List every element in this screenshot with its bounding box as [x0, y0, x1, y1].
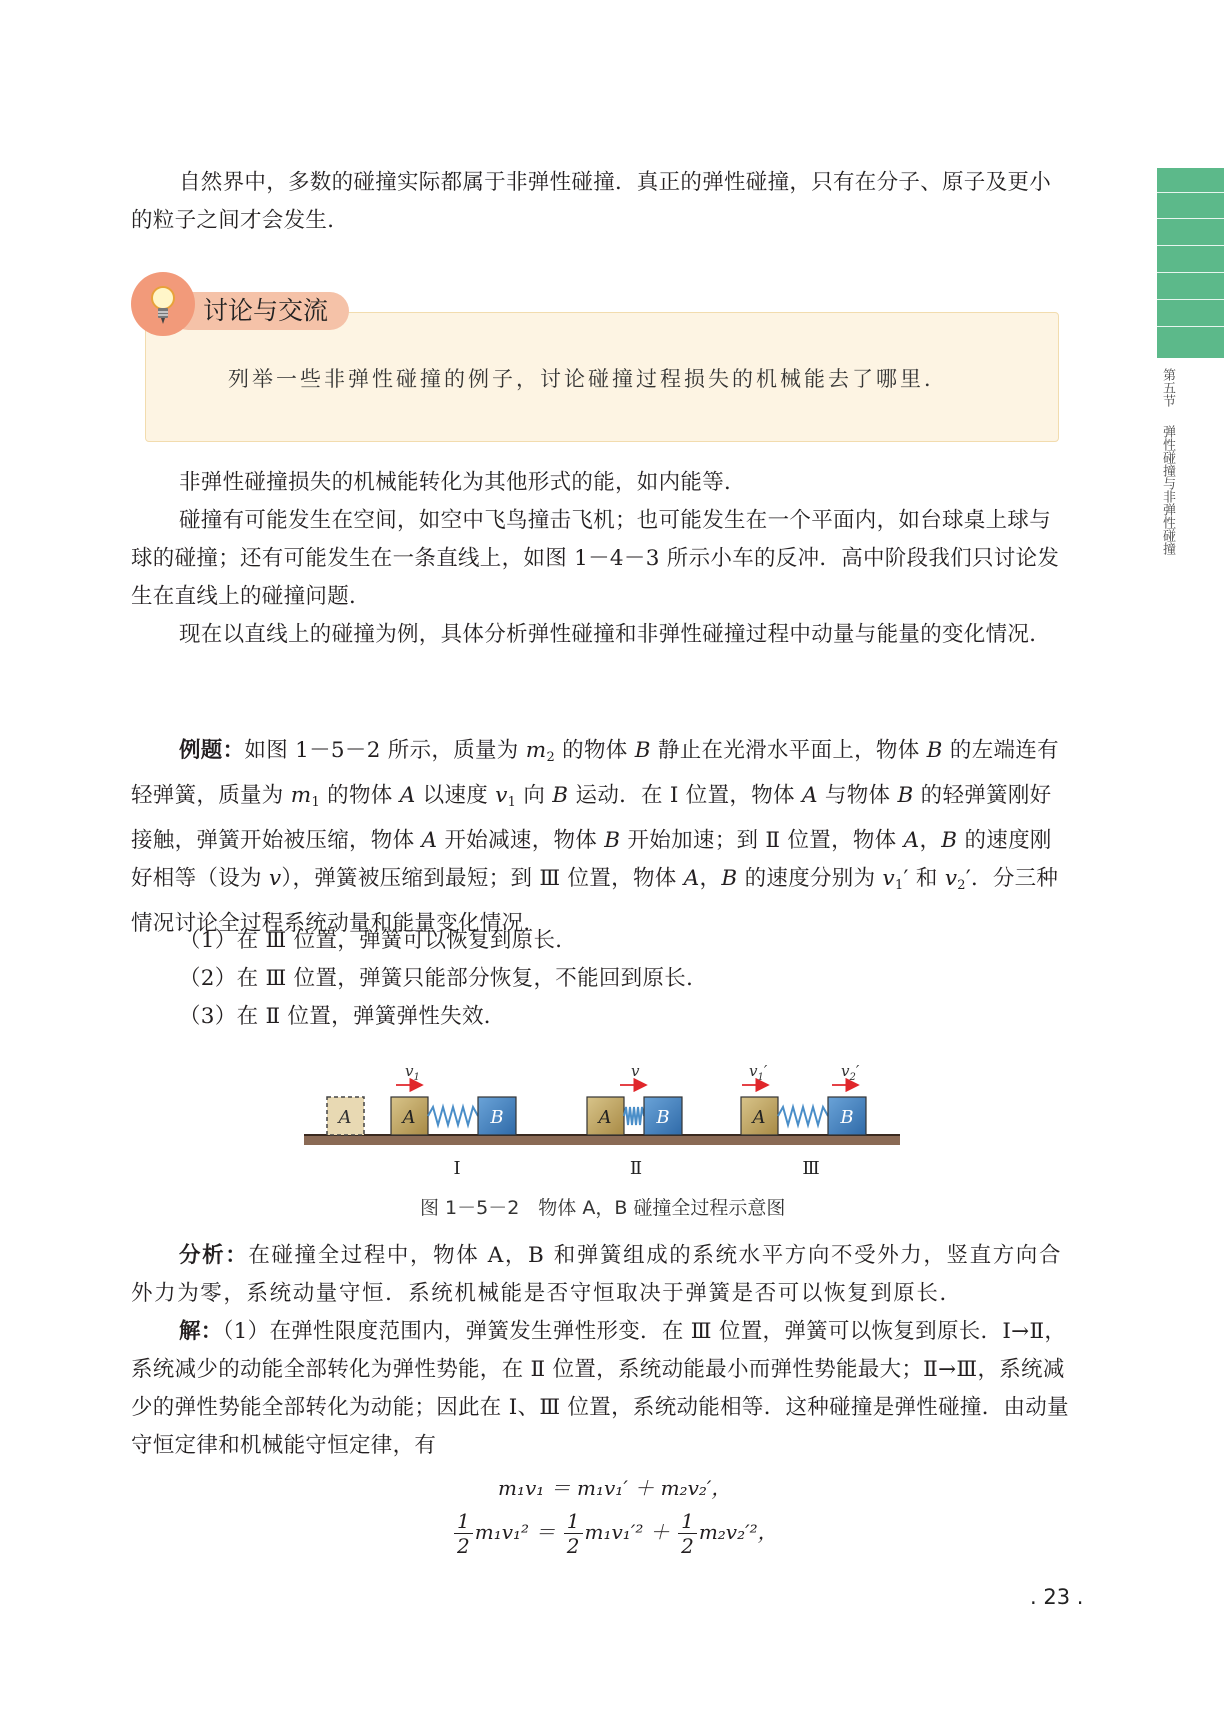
- page-number: . 23 .: [1030, 1585, 1084, 1609]
- side-section-title: 弹性碰撞与非弹性碰撞: [1160, 425, 1175, 555]
- paragraph-energy-loss: 非弹性碰撞损失的机械能转化为其他形式的能，如内能等．: [179, 470, 746, 495]
- svg-text:B: B: [656, 1107, 670, 1128]
- chapter-tab: [1157, 168, 1224, 358]
- svg-text:B: B: [840, 1107, 854, 1128]
- analysis-paragraph: 分析：在碰撞全过程中，物体 A，B 和弹簧组成的系统水平方向不受外力，竖直方向合外力为零，系统动量守恒．系统机械能是否守恒取决于弹簧是否可以恢复到原长．: [131, 1243, 1063, 1306]
- discussion-text: 列举一些非弹性碰撞的例子，讨论碰撞过程损失的机械能去了哪里．: [228, 367, 948, 391]
- momentum-equation: m₁v₁ ＝ m₁v₁′ ＋ m₂v₂′，: [498, 1476, 732, 1500]
- case-2: （2）在 Ⅲ 位置，弹簧只能部分恢复，不能回到原长．: [179, 966, 708, 991]
- position-label-2: Ⅱ: [629, 1158, 643, 1179]
- example-label: 例题：: [179, 738, 245, 763]
- paragraph-analysis-intro: 现在以直线上的碰撞为例，具体分析弹性碰撞和非弹性碰撞过程中动量与能量的变化情况．: [179, 622, 1052, 647]
- spring-pos3: [778, 1107, 828, 1125]
- energy-equation: $\frac{1}{2}$ m₁v₁² ＝ $\frac{1}{2}$ m₁v₁′² ＋ $\frac{1}{2}$ m₂v₂′²，: [452, 1509, 778, 1558]
- spring-pos1: [428, 1107, 478, 1125]
- paragraph-elastic-intro: 自然界中，多数的碰撞实际都属于非弹性碰撞．真正的弹性碰撞，只有在分子、原子及更小的粒子之间才会发生．: [131, 170, 1052, 233]
- svg-text:A: A: [598, 1107, 612, 1128]
- svg-text:v1: $v_1$: [405, 1062, 420, 1083]
- side-section-label: 第五节: [1160, 368, 1175, 407]
- figure-caption: 图 1－5－2 物体 A，B 碰撞全过程示意图: [420, 1197, 786, 1219]
- paragraph-collision-types: 碰撞有可能发生在空间，如空中飞鸟撞击飞机；也可能发生在一个平面内，如台球桌上球与球的碰撞；还有可能发生在一条直线上，如图 1－4－3 所示小车的反冲．高中阶段我们只讨论发生在直线上的碰撞问题．: [131, 508, 1060, 609]
- spring-pos2-compressed: [624, 1107, 644, 1125]
- discussion-header: [131, 272, 356, 332]
- block-a-ghost-label: A: [338, 1107, 352, 1128]
- case-1: （1）在 Ⅲ 位置，弹簧可以恢复到原长．: [179, 928, 578, 953]
- svg-text:v: v: [631, 1062, 640, 1080]
- collision-diagram: [300, 1058, 910, 1183]
- position-label-3: Ⅲ: [802, 1158, 820, 1179]
- position-label-1: Ⅰ: [453, 1158, 461, 1179]
- case-3: （3）在 Ⅱ 位置，弹簧弹性失效．: [179, 1004, 506, 1029]
- solution-paragraph: 解：（1）在弹性限度范围内，弹簧发生弹性形变．在 Ⅲ 位置，弹簧可以恢复到原长．Ⅰ→Ⅱ，系统减少的动能全部转化为弹性势能，在 Ⅱ 位置，系统动能最小而弹性势能最大；Ⅱ→Ⅲ，系统减少的弹性势能全部转化为动能；因此在 Ⅰ、Ⅲ 位置，系统动能相等．这种碰撞是弹性碰撞．由动量守恒定律和机械能守恒定律，有: [131, 1319, 1069, 1458]
- ground-surface: [304, 1135, 900, 1145]
- svg-text:v1′: $v_1'$: [749, 1062, 768, 1083]
- svg-text:B: B: [490, 1107, 504, 1128]
- svg-text:A: A: [402, 1107, 416, 1128]
- discussion-title: 讨论与交流: [203, 296, 329, 325]
- svg-text:A: A: [752, 1107, 766, 1128]
- svg-text:v2′: $v_2'$: [841, 1062, 860, 1083]
- lightbulb-icon: [131, 272, 195, 336]
- analysis-label: 分析：: [179, 1243, 249, 1268]
- example-problem: 例题：如图 1－5－2 所示，质量为 $m_2$ 的物体 B 静止在光滑水平面上，物体 B 的左端连有轻弹簧，质量为 $m_1$ 的物体 A 以速度 $v_1$ 向 B 运动．在 Ⅰ 位置，物体 A 与物体 B 的轻弹簧刚好接触，弹簧开始被压缩，物体 A 开始减速，物体 B 开始加速；到 Ⅱ 位置，物体 A，B 的速度刚好相等（设为 v），弹簧被压缩到最短；到 Ⅲ 位置，物体 A，B 的速度分别为 $v_1'$ 和 $v_2'$．分三种情况讨论全过程系统动量和能量变化情况．: [131, 738, 1059, 936]
- solution-label: 解：: [179, 1319, 223, 1344]
